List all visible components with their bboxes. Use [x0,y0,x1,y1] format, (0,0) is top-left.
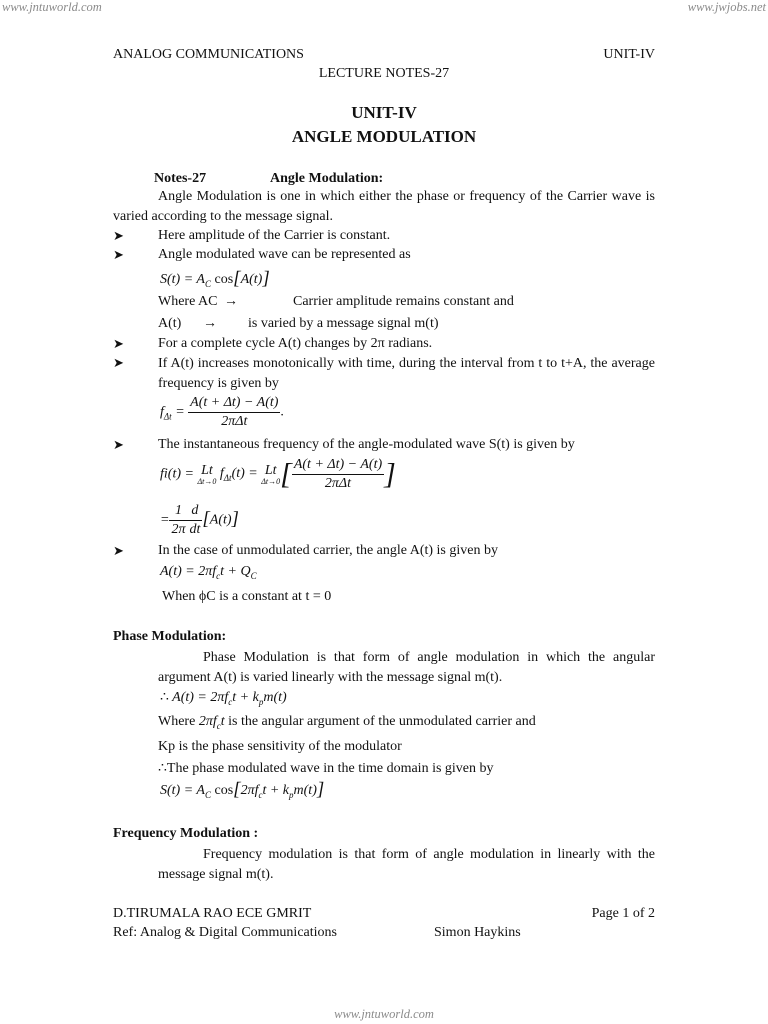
section-heading-phase: Phase Modulation: [113,629,227,644]
intro-paragraph: Angle Modulation is one in which either the phase or frequency of the Carrier wave is varied according to the message signal. [113,189,655,224]
equation-phase-angle: ∴ $A(t) = 2\pi f_ct + k_pm(t)$ [160,690,287,707]
when-constant-line: When ϕC is a constant at t = 0 [162,589,332,604]
ac-description: Carrier amplitude remains constant and [293,294,514,309]
at-description: is varied by a message signal m(t) [248,316,439,331]
equation-phase-modulated-wave: $S(t) = A_C$ $\cos[2\pi f_ct + k_pm(t)]$ [160,779,325,800]
course-title: ANALOG COMMUNICATIONS [113,47,304,62]
arrowhead-bullet-icon: ➤ [113,543,124,558]
bullet-text: For a complete cycle A(t) changes by 2π radians. [158,336,433,351]
carrier-argument-symbol: $2\pi f_ct$ [198,714,225,731]
phase-paragraph: Phase Modulation is that form of angle modulation in which the angular argument A(t) is varied linearly with the message signal m(t). [158,650,655,685]
arrowhead-bullet-icon: ➤ [113,336,124,351]
footer-reference: Ref: Analog & Digital Communications [113,925,337,940]
bullet-text: If A(t) increases monotonically with time, during the interval from t to t+A, the average frequency is given by [158,356,655,391]
at-label: A(t) [158,316,182,331]
watermark-top-left: www.jntuworld.com [2,0,102,14]
equation-angle-wave: $S(t) = A_C$ cos[A(t)] [160,268,270,289]
footer-page-number: Page 1 of 2 [591,906,655,921]
footer-ref-author: Simon Haykins [434,925,521,940]
where-label: Where [158,714,196,729]
bullet-text: Angle modulated wave can be represented as [158,247,411,262]
arrowhead-bullet-icon: ➤ [113,228,124,243]
unit-label: UNIT-IV [603,47,655,62]
section-heading-frequency: Frequency Modulation : [113,826,259,841]
equation-average-frequency: $f_{\Delta t}$ = $\frac{A(t + \Delta t) - A(t)}{\text{2πΔt}}$ . [160,395,284,429]
arrowhead-bullet-icon: ➤ [113,437,124,452]
equation-derivative: = $\frac{1}{2\pi}$ $\frac{d}{dt}$ [A(t)] [160,503,239,537]
unit-title: UNIT-IV [351,103,417,122]
where-angular-line [158,714,536,731]
lecture-label: LECTURE NOTES-27 [318,66,450,81]
where-ac-label: Where AC [158,294,218,309]
arrow-symbol: → [203,316,217,331]
footer-author: D.TIRUMALA RAO ECE GMRIT [113,906,312,921]
equation-instantaneous-frequency: fi(t) = Lt Δt→0 $f_{\Delta t}(t)$ = Lt Δt→0 [ $\frac{A(t + \Delta t) - A(t)}{\text{2πΔt}}$ ] [160,457,396,491]
arrowhead-bullet-icon: ➤ [113,247,124,262]
frequency-paragraph: Frequency modulation is that form of angle modulation in linearly with the message signal m(t). [158,847,655,882]
time-domain-line [158,760,494,777]
watermark-top-right: www.jwjobs.net [687,0,766,14]
bullet-text: The instantaneous frequency of the angle-modulated wave S(t) is given by [158,437,575,452]
equation-unmodulated-angle: $A(t) = 2\pi f_ct + Q_C$ [160,564,257,581]
bullet-text: Here amplitude of the Carrier is constant. [158,228,391,243]
arrowhead-bullet-icon: ➤ [113,355,124,370]
kp-line: Kp is the phase sensitivity of the modulator [158,739,402,754]
watermark-bottom: www.jntuworld.com [334,1007,434,1021]
notes-label: Notes-27 [154,171,207,186]
section-heading-angle: Angle Modulation: [270,171,384,186]
topic-title: ANGLE MODULATION [291,127,477,146]
therefore-icon: ∴ [158,761,167,776]
where-description: is the angular argument of the unmodulated carrier and [228,714,536,729]
time-domain-text: The phase modulated wave in the time domain is given by [166,761,494,776]
arrow-symbol: → [224,294,238,309]
bullet-text: In the case of unmodulated carrier, the angle A(t) is given by [158,543,498,558]
